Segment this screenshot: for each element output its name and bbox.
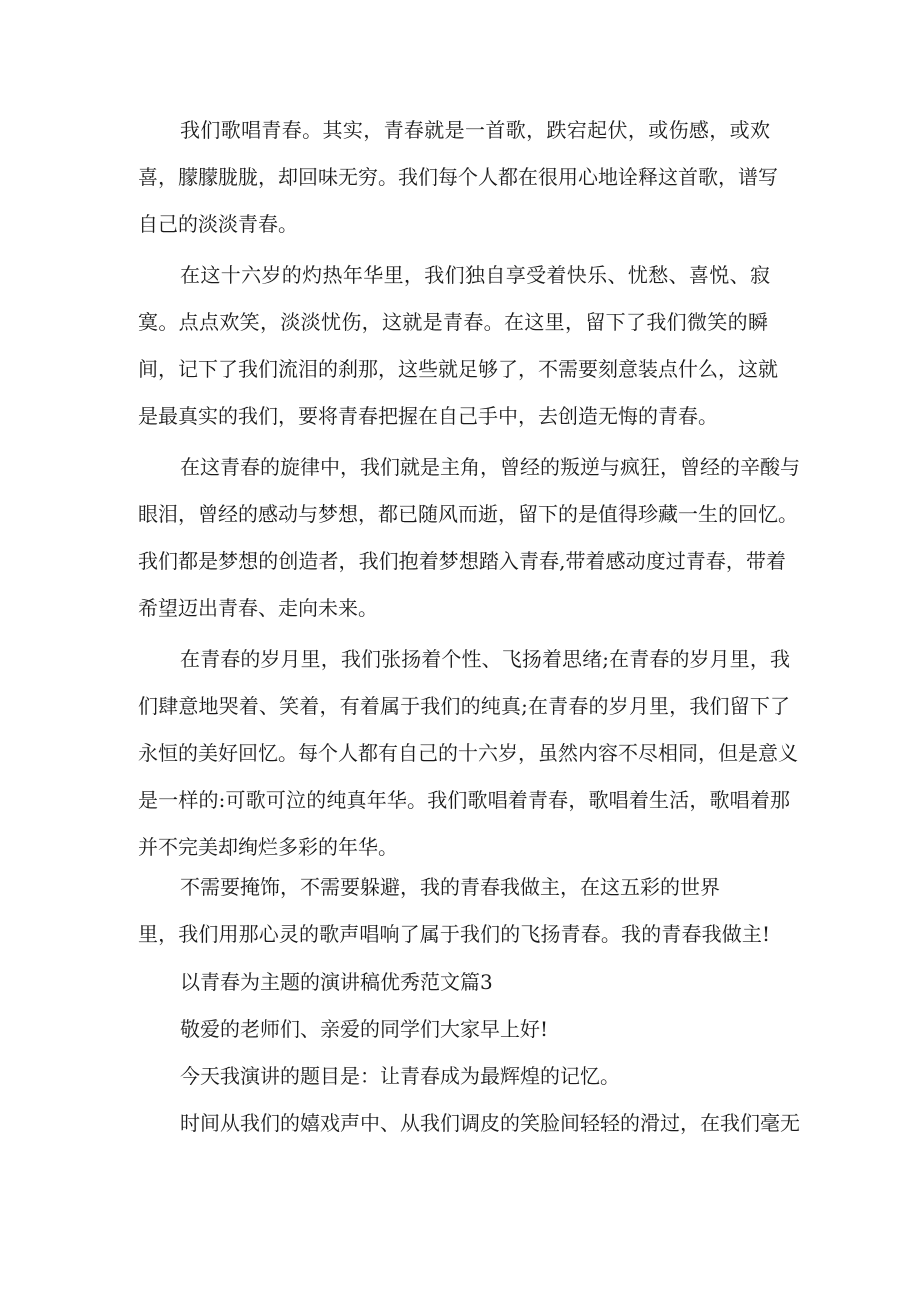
text-line: 今天我演讲的题目是：让青春成为最辉煌的记忆。 [180,1064,620,1088]
text-line: 眼泪，曾经的感动与梦想，都已随风而逝，留下的是值得珍藏一生的回忆。 [138,502,798,526]
text-line: 在这十六岁的灼热年华里，我们独自享受着快乐、忧愁、喜悦、寂 [180,263,770,287]
text-line: 希望迈出青春、走向未来。 [138,596,378,620]
text-line: 永恒的美好回忆。每个人都有自己的十六岁，虽然内容不尽相同，但是意义 [138,741,798,765]
text-line: 在青春的岁月里，我们张扬着个性、飞扬着思绪;在青春的岁月里，我 [180,647,790,671]
text-line: 是一样的:可歌可泣的纯真年华。我们歌唱着青春，歌唱着生活，歌唱着那 [138,788,790,812]
text-line: 并不完美却绚烂多彩的年华。 [138,835,398,859]
text-line: 寞。点点欢笑，淡淡忧伤，这就是青春。在这里，留下了我们微笑的瞬 [138,310,768,334]
text-line: 在这青春的旋律中，我们就是主角，曾经的叛逆与疯狂，曾经的辛酸与 [180,455,800,479]
text-line: 不需要掩饰，不需要躲避，我的青春我做主，在这五彩的世界 [180,875,720,899]
text-line: 时间从我们的嬉戏声中、从我们调皮的笑脸间轻轻的滑过，在我们毫无 [180,1111,800,1135]
text-line: 喜，朦朦胧胧，却回味无穷。我们每个人都在很用心地诠释这首歌，谱写 [138,165,778,189]
text-line: 间，记下了我们流泪的刹那，这些就足够了，不需要刻意装点什么，这就 [138,357,778,381]
text-line: 敬爱的老师们、亲爱的同学们大家早上好! [180,1017,549,1041]
text-line: 是最真实的我们，要将青春把握在自己手中，去创造无悔的青春。 [138,404,718,428]
text-line: 里，我们用那心灵的歌声唱响了属于我们的飞扬青春。我的青春我做主! [138,922,770,946]
text-line: 自己的淡淡青春。 [138,212,298,236]
text-line: 我们歌唱青春。其实，青春就是一首歌，跌宕起伏，或伤感，或欢 [180,118,770,142]
text-line: 我们都是梦想的创造者，我们抱着梦想踏入青春,带着感动度过青春，带着 [138,549,786,573]
text-line: 们肆意地哭着、笑着，有着属于我们的纯真;在青春的岁月里，我们留下了 [138,694,790,718]
section-heading: 以青春为主题的演讲稿优秀范文篇3 [180,970,493,994]
